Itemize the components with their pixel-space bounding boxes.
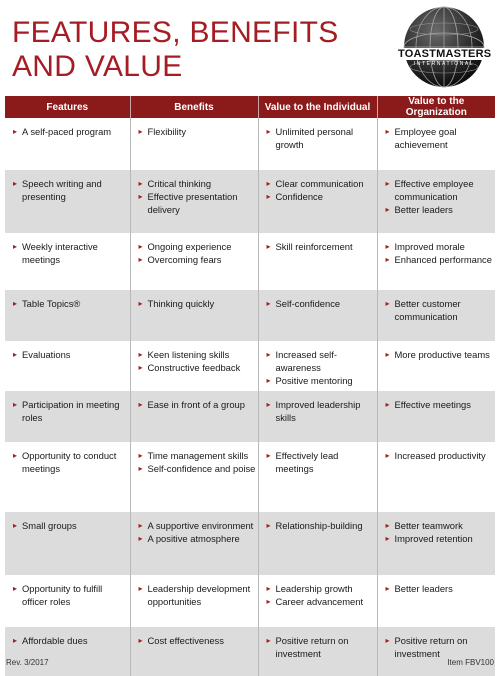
bullet-item: ▸ Effective presentation delivery [139,190,258,216]
table-cell [130,233,258,290]
table-cell [5,118,130,170]
table-cell [377,627,495,676]
bullet-item: ▸ Leadership development opportunities [139,582,258,608]
bullet-item: ▸ Keen listening skills [139,348,258,361]
bullet-item: ▸ Small groups [13,519,130,532]
table-cell [5,575,130,627]
bullet-item: ▸ A positive atmosphere [139,532,258,545]
bullet-item: ▸ Clear communication [267,177,377,190]
toastmasters-logo [398,4,490,90]
bullet-item: ▸ Better customer communication [386,297,496,323]
table-row [5,391,495,442]
table-cell [5,442,130,512]
table-cell [258,290,377,341]
bullet-item: ▸ Positive return on investment [267,634,377,660]
table-cell [130,575,258,627]
table-cell [130,391,258,442]
bullet-item: ▸ Evaluations [13,348,130,361]
table-row [5,442,495,512]
bullet-item: ▸ Critical thinking [139,177,258,190]
bullet-item: ▸ Unlimited personal growth [267,125,377,151]
bullet-item: ▸ Skill reinforcement [267,240,377,253]
table-cell [130,118,258,170]
table-cell [377,442,495,512]
bullet-item: ▸ Increased self-awareness [267,348,377,374]
bullet-item: ▸ Ease in front of a group [139,398,258,411]
table-cell [377,290,495,341]
table-row [5,627,495,676]
table-cell [5,512,130,575]
logo-wordmark: TOASTMASTERS [398,48,492,60]
bullet-item: ▸ Table Topics® [13,297,130,310]
item-number: Item FBV100 [447,658,494,667]
table-cell [5,233,130,290]
bullet-item: ▸ More productive teams [386,348,496,361]
table-cell [377,391,495,442]
table-cell [377,575,495,627]
bullet-item: ▸ Self-confidence [267,297,377,310]
globe-icon [398,4,490,90]
bullet-item: ▸ Constructive feedback [139,361,258,374]
table-cell [130,341,258,391]
table-cell [130,512,258,575]
bullet-item: ▸ Enhanced performance [386,253,496,266]
bullet-item: ▸ Ongoing experience [139,240,258,253]
bullet-item: ▸ Positive mentoring [267,374,377,387]
bullet-item: ▸ Flexibility [139,125,258,138]
table-cell [130,442,258,512]
table-row [5,341,495,391]
header-value-organization: Value to the Organization [377,96,495,118]
table-cell [258,512,377,575]
bullet-item: ▸ Positive return on investment [386,634,496,660]
bullet-item: ▸ Improved leadership skills [267,398,377,424]
bullet-item: ▸ Effective meetings [386,398,496,411]
table-row [5,290,495,341]
features-table [5,96,495,676]
table-cell [377,341,495,391]
table-cell [377,118,495,170]
bullet-item: ▸ Weekly interactive meetings [13,240,130,266]
table-cell [258,575,377,627]
bullet-item: ▸ Confidence [267,190,377,203]
table-cell [258,233,377,290]
table-cell [377,170,495,233]
table-header-row [5,96,495,118]
bullet-item: ▸ Time management skills [139,449,258,462]
table-cell [258,442,377,512]
table-cell [5,341,130,391]
bullet-item: ▸ Effectively lead meetings [267,449,377,475]
table-cell [5,170,130,233]
bullet-item: ▸ Overcoming fears [139,253,258,266]
bullet-item: ▸ Self-confidence and poise [139,462,258,475]
table-cell [258,391,377,442]
header-value-individual: Value to the Individual [258,96,377,118]
bullet-item: ▸ Opportunity to conduct meetings [13,449,130,475]
bullet-item: ▸ Leadership growth [267,582,377,595]
table-row [5,575,495,627]
table-row [5,118,495,170]
table-row [5,170,495,233]
table-body [5,118,495,676]
table-cell [5,391,130,442]
table-cell [5,290,130,341]
bullet-item: ▸ Better teamwork [386,519,496,532]
bullet-item: ▸ A supportive environment [139,519,258,532]
title-line-1: FEATURES, BENEFITS [12,16,339,49]
bullet-item: ▸ Relationship-building [267,519,377,532]
table-cell [5,627,130,676]
bullet-item: ▸ Participation in meeting roles [13,398,130,424]
bullet-item: ▸ Speech writing and presenting [13,177,130,203]
table-cell [258,627,377,676]
table-cell [258,341,377,391]
bullet-item: ▸ Better leaders [386,582,496,595]
table-cell [130,290,258,341]
bullet-item: ▸ Cost effectiveness [139,634,258,647]
bullet-item: ▸ Better leaders [386,203,496,216]
header-benefits: Benefits [130,96,258,118]
bullet-item: ▸ Improved retention [386,532,496,545]
title-line-2: AND VALUE [12,50,183,83]
table-row [5,233,495,290]
revision-note: Rev. 3/2017 [6,658,49,667]
bullet-item: ▸ Increased productivity [386,449,496,462]
logo-subtitle: INTERNATIONAL [413,61,475,67]
table-row [5,512,495,575]
bullet-item: ▸ Improved morale [386,240,496,253]
bullet-item: ▸ Thinking quickly [139,297,258,310]
table-cell [258,170,377,233]
bullet-item: ▸ Employee goal achievement [386,125,496,151]
bullet-item: ▸ Affordable dues [13,634,130,647]
header-features: Features [5,96,130,118]
bullet-item: ▸ A self-paced program [13,125,130,138]
table-cell [258,118,377,170]
table-cell [377,233,495,290]
bullet-item: ▸ Career advancement [267,595,377,608]
table-cell [130,627,258,676]
table-cell [130,170,258,233]
bullet-item: ▸ Opportunity to fulfill officer roles [13,582,130,608]
bullet-item: ▸ Effective employee communication [386,177,496,203]
table-cell [377,512,495,575]
page-title [12,16,339,84]
